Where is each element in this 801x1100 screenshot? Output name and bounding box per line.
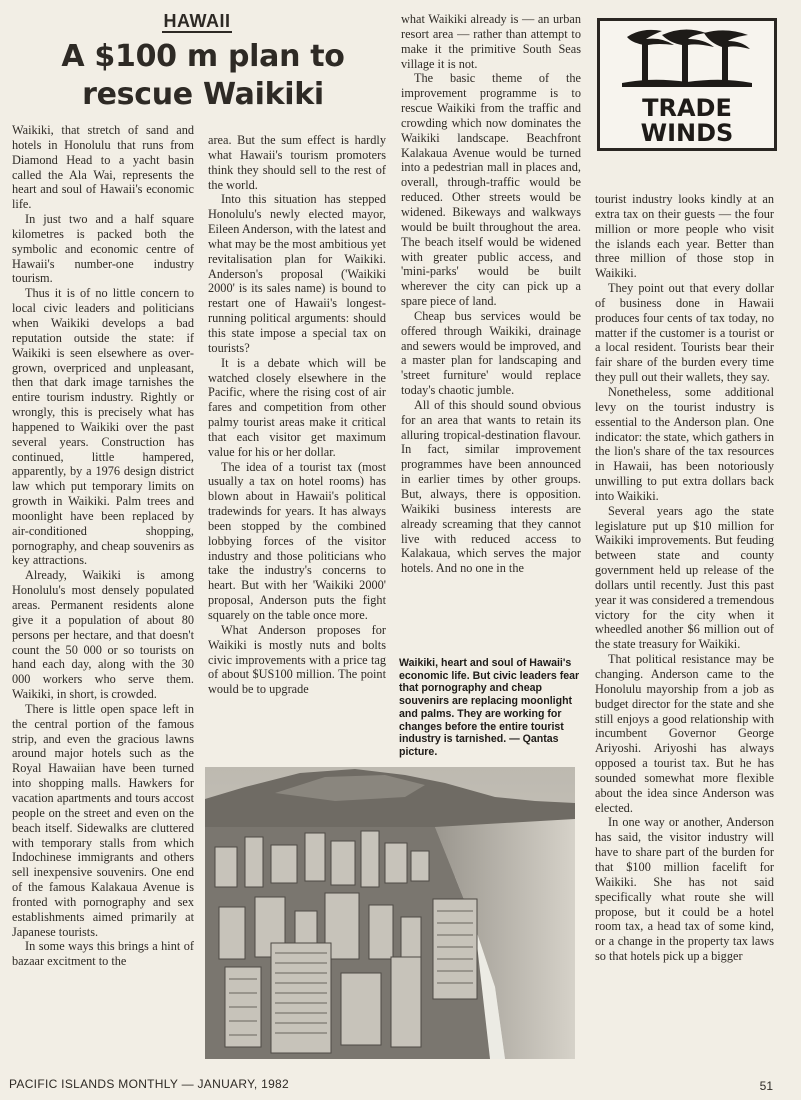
palm-trees-icon [622,27,752,87]
column-1 [12,123,194,1068]
paragraph: area. But the sum effect is hardly what Hawaii's tourism promoters think they should sell to the rest of the world. [208,133,386,192]
publication-footer: PACIFIC ISLANDS MONTHLY — JANUARY, 1982 [9,1077,290,1091]
kicker-text: HAWAII [163,11,231,31]
paragraph: Thus it is of no little concern to local civic leaders and politicians when Waikiki develops a bad reputation outside the state: if Waikiki is seen elsewhere as over-grown, overpriced and unpleasant, then that dark image tarnishes the entire tourism industry. Rightly or wrongly, this is precisely what has happened to Waikiki over the past several years. Construction has continued, little hampered, apparently, by a 1976 design district law which put temporary limits on growth in Waikiki. Palm trees and moonlight have been replaced by air-conditioned shopping, pornography, and cheap souvenirs as key attractions. [12,286,194,568]
article-headline: A $100 m plan to rescue Waikiki [61,39,345,112]
paragraph: Several years ago the state legislature put up $10 million for Waikiki improvements. But feuding between state and county government held up release of the dollars until recently. Just this past year it was considered a tremendous victory for the city when it wheedled another $6 million out of the state treasury for Waikiki. [595,503,774,652]
photo-illustration [205,767,575,1059]
paragraph: what Waikiki already is — an urban resort area — rather than attempt to make it the primitive South Seas village it is not. [401,12,581,71]
paragraph: Into this situation has stepped Honolulu's newly elected mayor, Eileen Anderson, with the latest and what may be the most ambitious yet revitalisation plan for Waikiki. Anderson's proposal ('Waikiki 2000' is its sales name) is bound to restart one of Hawaii's longest-running political arguments: should this state impose a special tax on tourists? [208,192,386,355]
paragraph: Cheap bus services would be offered through Waikiki, drainage and sewers would be improved, and a master plan for landscaping and 'street furniture' would replace today's chaotic jumble. [401,308,581,398]
waikiki-aerial-photo [205,767,575,1059]
paragraph: What Anderson proposes for Waikiki is mostly nuts and bolts civic improvements with a price tag of about $US100 million. The point would be to upgrade [208,622,386,697]
column-2 [208,133,386,763]
column-4 [595,192,774,1069]
paragraph: In one way or another, Anderson has said, the visitor industry will have to share part of the burden for that $100 million facelift for Waikiki. She has not said specifically what route she will propose, but it could be a hotel room tax, a head tax of some kind, or a change in the property tax laws so that hotels pick up a bigger [595,815,774,964]
paragraph: The basic theme of the improvement programme is to rescue Waikiki from the traffic and crowding which now dominates the Waikiki landscape. Beachfront Kalakaua Avenue would be turned into a pedestrian mall in places and, overall, through-traffic would be reduced. Other streets would be widened. Bikeways and walkways would be built throughout the area. The beach itself would be widened with greater public access, and 'mini-parks' would be built wherever the city can pick up a spare piece of land. [401,71,581,309]
paragraph: tourist industry looks kindly at an extra tax on their guests — the four million or more people who visit the islands each year. Better than three million of those stop in Waikiki. [595,192,774,281]
paragraph: That political resistance may be changing. Anderson came to the Honolulu mayorship from a job as budget director for the state and she still enjoys a good relationship with incumbent Governor George Ariyoshi. Ariyoshi has always opposed a tourist tax. But he has sounded somewhat more flexible about the idea since Anderson was elected. [595,652,774,815]
paragraph: Waikiki, that stretch of sand and hotels in Honolulu that runs from Diamond Head to a yacht basin called the Ala Wai, represents the heart and soul of Hawaii's economic life. [12,123,194,212]
trade-winds-logo [597,18,777,151]
paragraph: All of this should sound obvious for an area that wants to retain its alluring tropical-destination flavour. In fact, similar improvement programmes have been announced in earlier times by other groups. But, always, there is opposition. Waikiki business interests are already screaming that they cannot live with reduced access to Kalakaua, which serves the major hotels. And no one in the [401,397,581,576]
paragraph: Nonetheless, some additional levy on the tourist industry is essential to the Anderson plan. One indicator: the state, which gathers in the lion's share of the tax resources in Hawaii, has been notoriously unwilling to put extra dollars back into Waikiki. [595,384,774,503]
logo-line-2: WINDS [640,119,734,147]
photo-caption: Waikiki, heart and soul of Hawaii's economic life. But civic leaders fear that pornography and cheap souvenirs are replacing moonlight and palms. They are working for changes before the entire tourist industry is tarnished. — Qantas picture. [399,657,580,758]
paragraph: In just two and a half square kilometres is packed both the symbolic and economic centre of Hawaii's number-one industry tourism. [12,212,194,286]
paragraph: It is a debate which will be watched closely elsewhere in the Pacific, where the rising cost of air fares and competition from other palmy tourist areas make it critical that each visitor get maximum value for his or her dollar. [208,355,386,459]
paragraph: In some ways this brings a hint of bazaar excitment to the [12,939,194,969]
paragraph: The idea of a tourist tax (most usually a tax on hotel rooms) has blown about in Hawaii's political tradewinds for years. It has always been stopped by the combined lobbying forces of the visitor industry and those politicians who take the industry's concerns to heart. But with her 'Waikiki 2000' proposal, Anderson puts the fight squarely on the table once more. [208,459,386,622]
section-kicker [0,11,394,32]
logo-line-1: TRADE [642,94,732,122]
paragraph: There is little open space left in the central portion of the famous strip, and even the gracious lawns around major hotels such as the Royal Hawaiian have been turned into shopping malls. Hawkers for vacation apartments and tours accost people on the street and even on the beach itself. Sidewalks are cluttered with temporary stalls from which Indochinese immigrants and others sell inexpensive souvenirs. One end of the famous Kalakaua Avenue is fronted with pornography and sex establishments aimed primarily at Japanese tourists. [12,701,194,939]
page-number: 51 [759,1079,773,1093]
column-3 [401,12,581,637]
paragraph: Already, Waikiki is among Honolulu's most densely populated areas. Permanent residents alone give it a population of about 80 persons per hectare, and that doesn't count the 50 000 or so tourists on hand each day, along with the 30 000 workers who serve them. Waikiki, in short, is crowded. [12,568,194,702]
paragraph: They point out that every dollar of business done in Hawaii produces four cents of tax today, no matter if the customer is a tourist or a local resident. Tourists bear their fair share of the burden every time they pull out their wallets, they say. [595,281,774,385]
